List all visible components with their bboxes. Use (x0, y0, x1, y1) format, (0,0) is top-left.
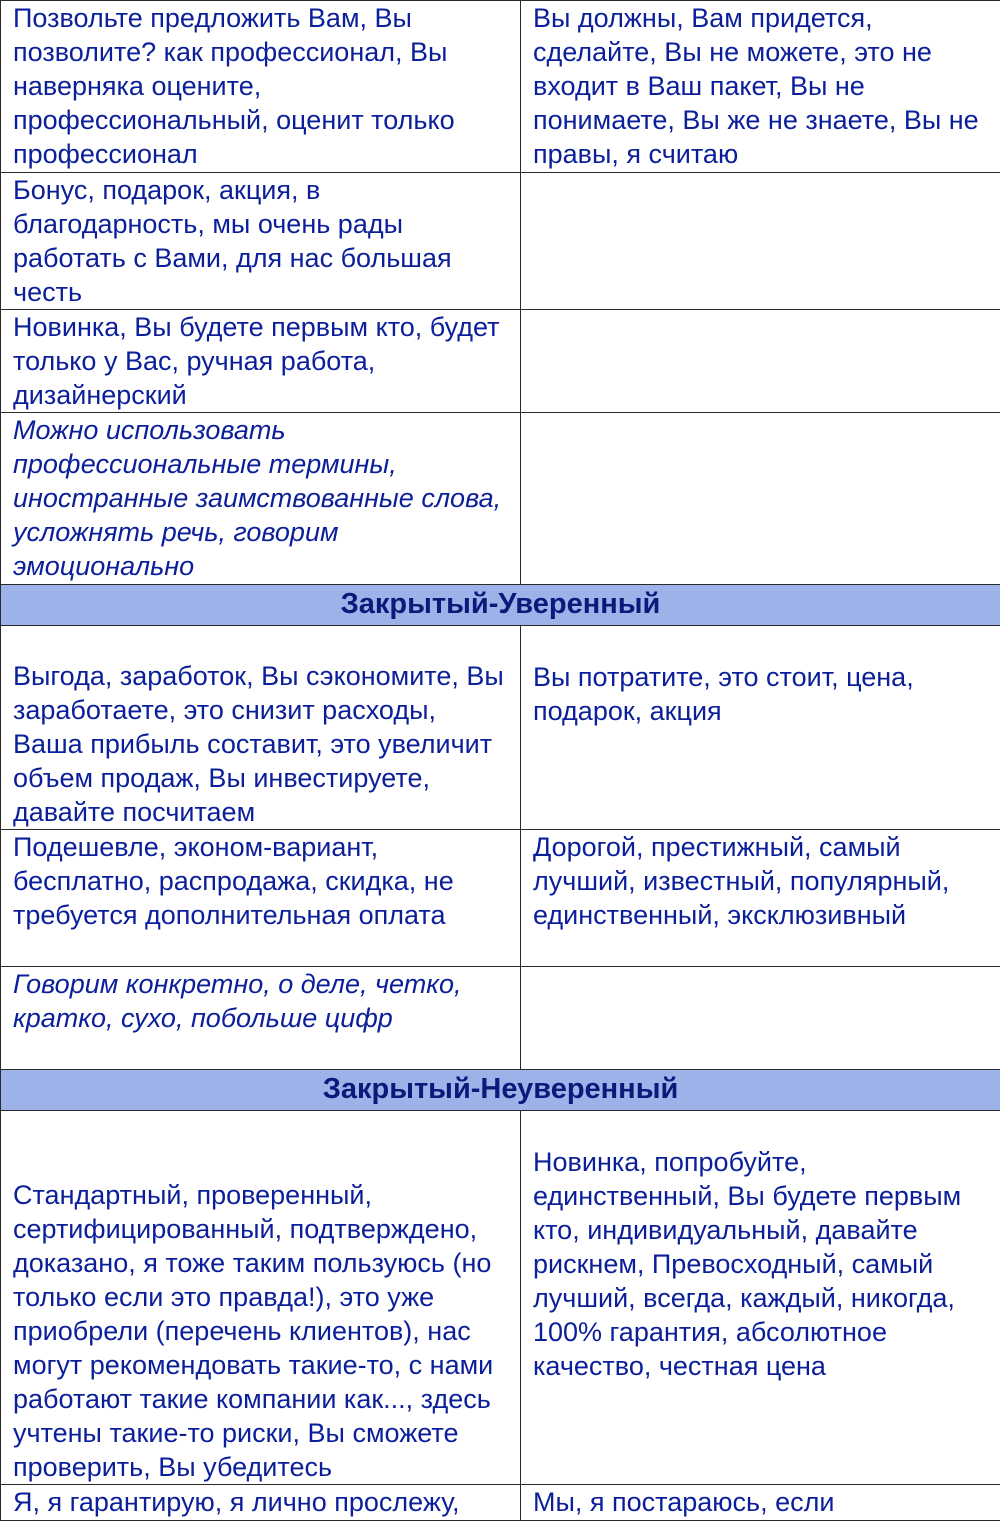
section-row (1, 1070, 1000, 1111)
table-row (1, 1111, 1000, 1485)
cell-text: Выгода, заработок, Вы сэкономите, Вы заработаете, это снизит расходы, Ваша прибыль составит, это увеличит объем продаж, Вы инвестируете, давайте посчитаем (13, 659, 510, 829)
table-cell-left (1, 1, 521, 173)
table-cell-left (1, 173, 521, 310)
table-cell-right (521, 1485, 1000, 1521)
section-title: Закрытый-Неуверенный (323, 1073, 679, 1105)
table-cell-left (1, 1111, 521, 1485)
table-row (1, 830, 1000, 967)
section-header (1, 1070, 1000, 1111)
table-cell-right (521, 173, 1000, 310)
table-row (1, 310, 1000, 413)
table-cell-right (521, 1111, 1000, 1485)
table-cell-right (521, 310, 1000, 413)
cell-text: Бонус, подарок, акция, в благодарность, мы очень рады работать с Вами, для нас большая честь (13, 173, 510, 309)
section-header (1, 585, 1000, 626)
cell-text: Мы, я постараюсь, если (533, 1485, 990, 1519)
table-cell-left (1, 830, 521, 967)
table-row (1, 413, 1000, 585)
table-cell-left (1, 1485, 521, 1521)
table-row (1, 626, 1000, 830)
cell-text: Дорогой, престижный, самый лучший, известный, популярный, единственный, эксклюзивный (533, 830, 990, 932)
cell-text: Вы потратите, это стоит, цена, подарок, акция (533, 660, 990, 728)
cell-text: Я, я гарантирую, я лично прослежу, (13, 1485, 510, 1519)
table-row (1, 1485, 1000, 1521)
table-row (1, 1, 1000, 173)
cell-text: Подешевле, эконом-вариант, бесплатно, распродажа, скидка, не требуется дополнительная оплата (13, 830, 510, 932)
section-title: Закрытый-Уверенный (341, 588, 661, 620)
cell-text: Новинка, Вы будете первым кто, будет только у Вас, ручная работа, дизайнерский (13, 310, 510, 412)
cell-text: Говорим конкретно, о деле, четко, кратко, сухо, побольше цифр (13, 967, 510, 1035)
table-row (1, 967, 1000, 1070)
table-row (1, 173, 1000, 310)
table-cell-right (521, 1, 1000, 173)
cell-text: Можно использовать профессиональные термины, иностранные заимствованные слова, усложнять речь, говорим эмоционально (13, 413, 510, 583)
cell-text: Новинка, попробуйте, единственный, Вы будете первым кто, индивидуальный, давайте рискнем, Превосходный, самый лучший, всегда, каждый, никогда, 100% гарантия, абсолютное качество, честная цена (533, 1145, 990, 1383)
table-cell-right (521, 626, 1000, 830)
table-cell-right (521, 413, 1000, 585)
table-cell-left (1, 626, 521, 830)
cell-text: Стандартный, проверенный, сертифицированный, подтверждено, доказано, я тоже таким пользуюсь (но только если это правда!), это уже приобрели (перечень клиентов), нас могут рекомендовать такие-то, с нами работают такие компании как..., здесь учтены такие-то риски, Вы сможете проверить, Вы убедитесь (13, 1178, 510, 1484)
table-cell-left (1, 310, 521, 413)
table-cell-left (1, 413, 521, 585)
cell-text: Позвольте предложить Вам, Вы позволите? как профессионал, Вы наверняка оцените, профессиональный, оценит только профессионал (13, 1, 510, 171)
table-cell-right (521, 967, 1000, 1070)
cell-text: Вы должны, Вам придется, сделайте, Вы не можете, это не входит в Ваш пакет, Вы не понимаете, Вы же не знаете, Вы не правы, я считаю (533, 1, 990, 171)
table-cell-right (521, 830, 1000, 967)
section-row (1, 585, 1000, 626)
table-cell-left (1, 967, 521, 1070)
